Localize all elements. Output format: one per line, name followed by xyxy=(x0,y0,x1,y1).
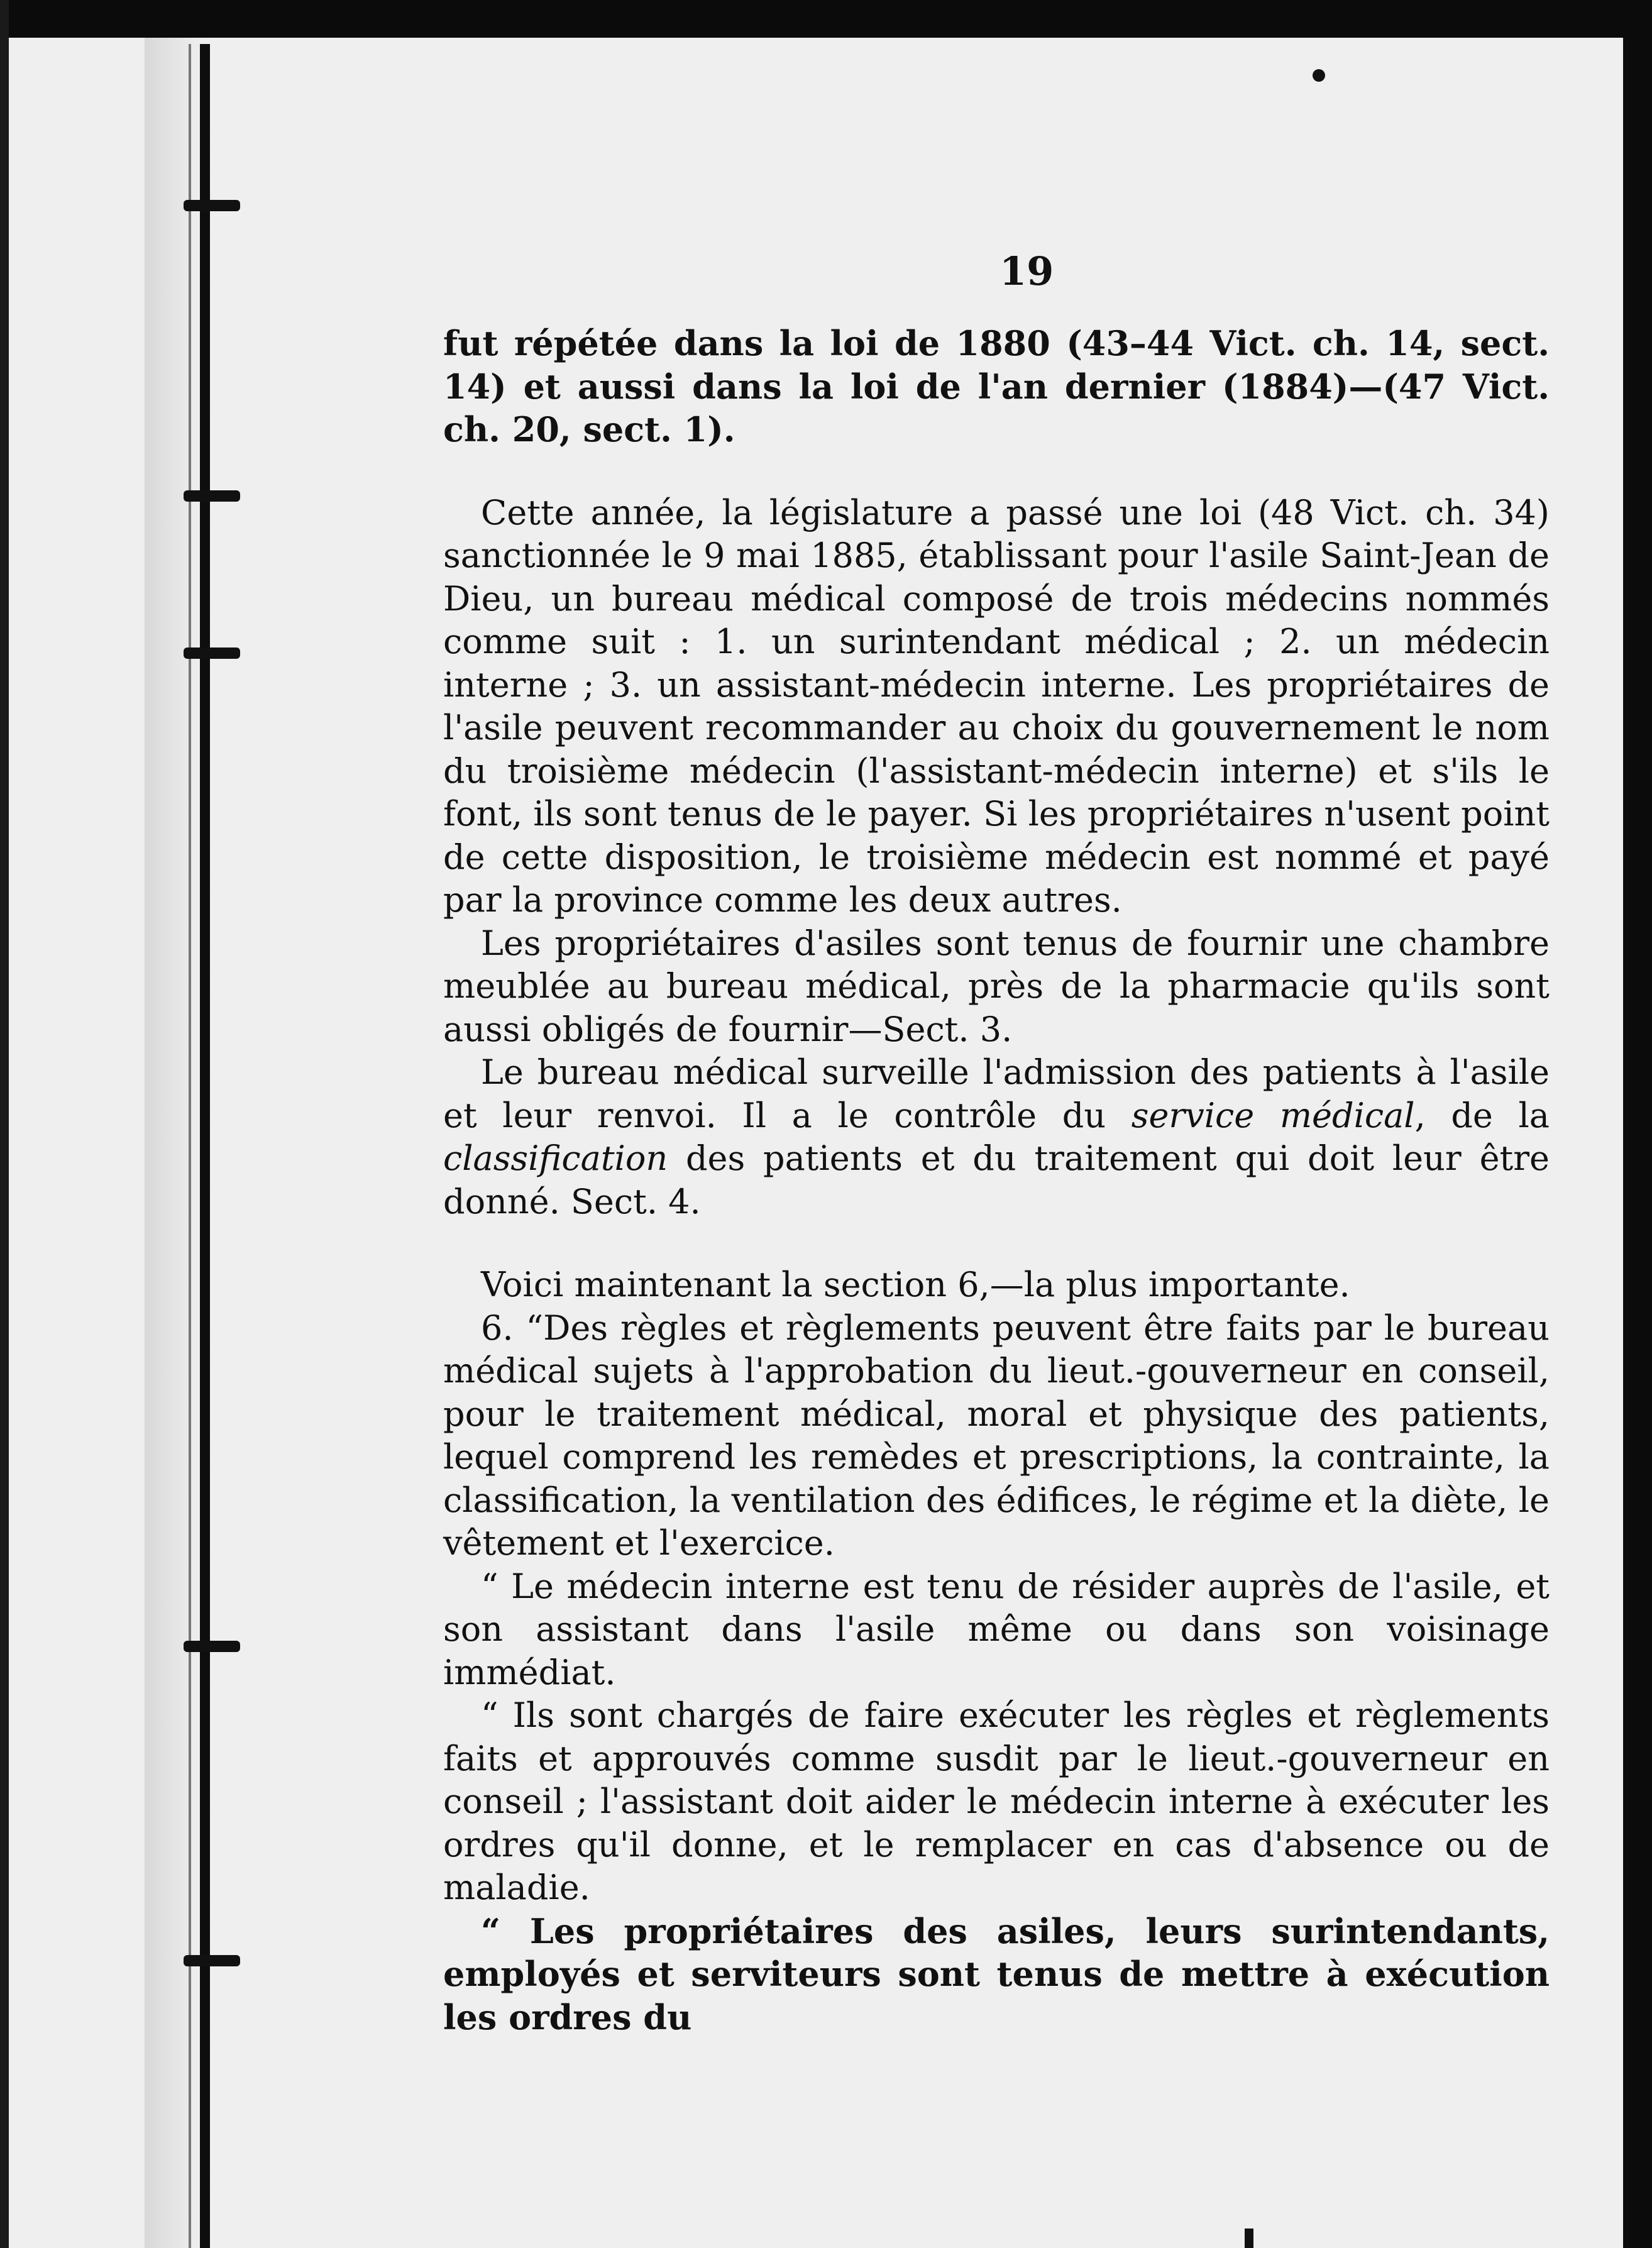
body-text xyxy=(443,322,1550,2039)
paragraph: fut répétée dans la loi de 1880 (43–44 Vict. ch. 14, sect. 14) et aussi dans la loi de l'an dernier (1884)—(47 Vict. ch. 20, sect. 1). xyxy=(443,323,1550,449)
paragraph: Les propriétaires d'asiles sont tenus de fournir une chambre meublée au bureau médical, près de la pharmacie qu'ils sont aussi obligés de fournir—Sect. 3. xyxy=(443,923,1550,1049)
page-number: 19 xyxy=(999,248,1054,294)
paragraph-text: des patients et du traitement qui doit leur être donné. Sect. 4. xyxy=(443,1138,1550,1221)
binding-stitch xyxy=(184,490,240,502)
scan-border-right xyxy=(1623,0,1652,2248)
emphasis: service médical xyxy=(1131,1095,1415,1135)
paragraph xyxy=(443,1051,1550,1223)
ink-mark xyxy=(1245,2229,1253,2248)
binding-stitch xyxy=(184,200,240,211)
paragraph: Cette année, la législature a passé une loi (48 Vict. ch. 34) sanctionnée le 9 mai 1885, établissant pour l'asile Saint-Jean de Dieu, un bureau médical composé de trois médecins nommés comme suit : 1. un surintendant médical ; 2. un médecin interne ; 3. un assistant-médecin interne. Les propriétaires de l'asile peuvent recommander au choix du gouvernement le nom du troisième médecin (l'assistant-médecin interne) et s'ils le font, ils sont tenus de le payer. Si les propriétaires n'usent point de cette disposition, le troisième médecin est nommé et payé par la province comme les deux autres. xyxy=(443,492,1550,920)
paragraph: “ Les propriétaires des asiles, leurs surintendants, employés et serviteurs sont tenus de mettre à exécution les ordres du xyxy=(443,1910,1550,2037)
paragraph-text: Le bureau médical surveille l'admission des patients à l'asile et leur renvoi. Il a le contrôle du xyxy=(443,1052,1550,1135)
binding-edge xyxy=(200,44,210,2248)
binding-stitch xyxy=(184,1641,240,1652)
scan-border-top xyxy=(0,0,1652,38)
paragraph: 6. “Des règles et règlements peuvent être faits par le bureau médical sujets à l'approbation du lieut.-gouverneur en conseil, pour le traitement médical, moral et physique des patients, lequel comprend les remèdes et prescriptions, la contrainte, la classification, la ventilation des édifices, le régime et la diète, le vêtement et l'exercice. xyxy=(443,1308,1550,1563)
paragraph: “ Ils sont chargés de faire exécuter les règles et règlements faits et approuvés comme susdit par le lieut.-gouverneur en conseil ; l'assistant doit aider le médecin interne à exécuter les ordres qu'il donne, et le remplacer en cas d'absence ou de maladie. xyxy=(443,1695,1550,1907)
paragraph: Voici maintenant la section 6,—la plus importante. xyxy=(481,1265,1350,1304)
ink-dot xyxy=(1313,69,1325,82)
binding-stitch xyxy=(184,647,240,659)
paragraph-text: , de la xyxy=(1414,1095,1550,1135)
emphasis: classification xyxy=(443,1138,668,1178)
binding-thread xyxy=(189,44,191,2248)
paragraph: “ Le médecin interne est tenu de résider auprès de l'asile, et son assistant dans l'asile même ou dans son voisinage immédiat. xyxy=(443,1566,1550,1692)
binding-stitch xyxy=(184,1955,240,1966)
scan-border-left xyxy=(0,0,9,2248)
